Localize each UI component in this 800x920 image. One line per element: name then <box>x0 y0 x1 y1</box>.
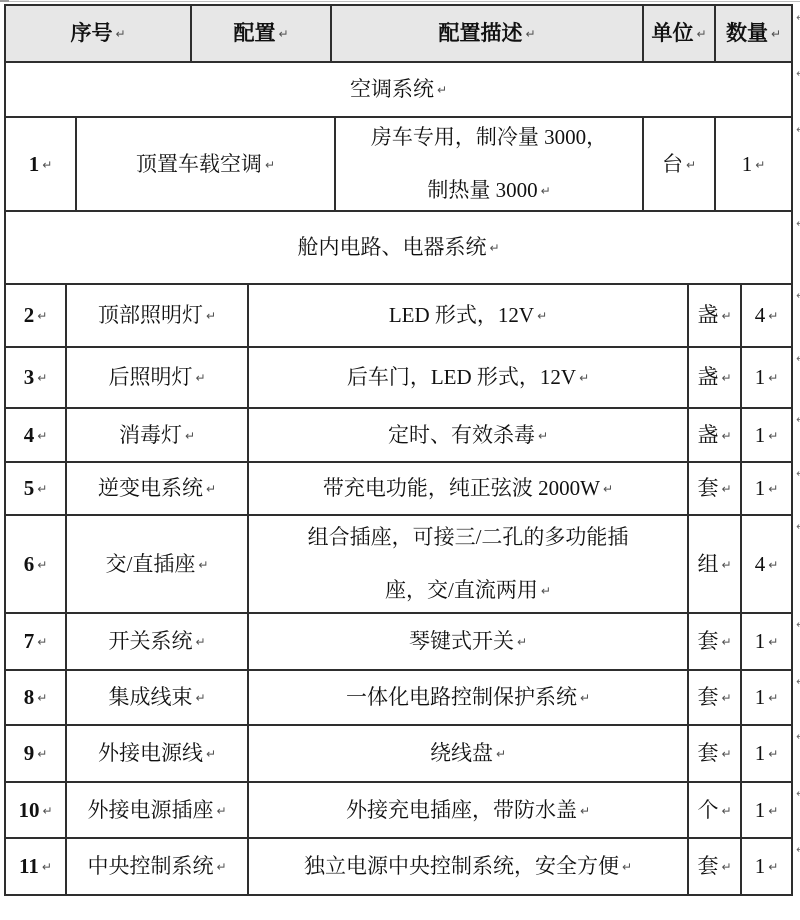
cell-no <box>6 726 67 781</box>
cell-no <box>6 839 67 894</box>
cell-desc <box>249 783 689 837</box>
cell-desc <box>249 409 689 461</box>
cell-config <box>67 614 249 669</box>
row-number: 6 ↵ <box>24 551 48 578</box>
table-row <box>6 409 791 463</box>
section-row-cabin-electrical <box>6 212 791 285</box>
config-name: 后照明灯 ↵ <box>108 364 205 391</box>
cell-no <box>6 118 77 210</box>
row-number: 10 ↵ <box>18 797 52 824</box>
cell-qty <box>742 285 791 346</box>
cell-no <box>6 285 67 346</box>
cell-unit <box>689 783 742 837</box>
cell-qty <box>742 614 791 669</box>
config-name: 顶部照明灯 ↵ <box>98 302 216 329</box>
cell-qty <box>742 726 791 781</box>
cell-desc <box>249 516 689 612</box>
config-name: 消毒灯 ↵ <box>119 422 195 449</box>
unit-value: 套 ↵ <box>697 740 731 767</box>
config-name: 开关系统 ↵ <box>108 628 205 655</box>
row-number: 8 ↵ <box>24 684 48 711</box>
table-row <box>6 671 791 726</box>
config-name: 外接电源线 ↵ <box>98 740 216 767</box>
desc-line: 后车门，LED 形式，12V ↵ <box>347 364 589 391</box>
cell-desc <box>249 839 689 894</box>
paragraph-mark-icon <box>796 676 800 687</box>
table-header-row <box>6 6 791 63</box>
paragraph-mark-icon <box>796 12 800 23</box>
cell-qty <box>742 516 791 612</box>
scan-edge-line <box>0 1 800 2</box>
unit-value: 套 ↵ <box>697 684 731 711</box>
cell-unit <box>689 516 742 612</box>
row-number: 5 ↵ <box>24 475 48 502</box>
unit-value: 套 ↵ <box>697 475 731 502</box>
qty-value: 1 ↵ <box>755 364 779 391</box>
paragraph-mark-icon <box>796 468 800 479</box>
desc-line: 一体化电路控制保护系统 ↵ <box>346 684 590 711</box>
config-name: 外接电源插座 ↵ <box>87 797 226 824</box>
config-name: 交/直插座 ↵ <box>106 551 209 578</box>
cell-unit <box>689 614 742 669</box>
cell-no <box>6 516 67 612</box>
cell-no <box>6 409 67 461</box>
table-row <box>6 839 791 894</box>
desc-line: 组合插座，可接三/二孔的多功能插 <box>307 525 629 549</box>
desc-line: 外接充电插座，带防水盖 ↵ <box>346 797 590 824</box>
unit-value: 组 ↵ <box>697 551 731 578</box>
row-number: 11 ↵ <box>19 853 52 880</box>
cell-config <box>67 671 249 724</box>
section-row-air-conditioning <box>6 63 791 118</box>
header-label: 数量 ↵ <box>726 20 781 47</box>
desc-line: 定时、有效杀毒 ↵ <box>388 422 548 449</box>
cell-config <box>77 118 336 210</box>
header-label: 配置 ↵ <box>233 20 288 47</box>
cell-qty <box>742 463 791 514</box>
table-row <box>6 285 791 348</box>
cell-qty <box>742 671 791 724</box>
header-label: 配置描述 ↵ <box>438 20 535 47</box>
cell-unit <box>644 118 716 210</box>
row-number: 9 ↵ <box>24 740 48 767</box>
cell-unit <box>689 409 742 461</box>
paragraph-mark-icon <box>796 788 800 799</box>
cell-qty <box>742 348 791 407</box>
cell-no <box>6 463 67 514</box>
section-title-cell <box>6 63 791 116</box>
desc-line: 带充电功能，纯正弦波 2000W ↵ <box>323 475 613 502</box>
cell-desc <box>249 463 689 514</box>
row-number: 3 ↵ <box>24 364 48 391</box>
cell-config <box>67 409 249 461</box>
cell-desc <box>249 671 689 724</box>
header-label: 单位 ↵ <box>651 20 706 47</box>
cell-no <box>6 614 67 669</box>
paragraph-mark-icon <box>796 124 800 135</box>
cell-no <box>6 671 67 724</box>
header-cell-unit <box>644 6 716 61</box>
configuration-table <box>4 4 793 896</box>
qty-value: 1 ↵ <box>755 422 779 449</box>
desc-line: 独立电源中央控制系统，安全方便 ↵ <box>304 853 632 880</box>
cell-unit <box>689 285 742 346</box>
unit-value: 套 ↵ <box>697 853 731 880</box>
header-cell-config <box>192 6 332 61</box>
cell-config <box>67 285 249 346</box>
config-name: 逆变电系统 ↵ <box>98 475 216 502</box>
cell-desc <box>336 118 644 210</box>
cell-unit <box>689 839 742 894</box>
cell-qty <box>742 839 791 894</box>
desc-line: 制热量 3000 ↵ <box>427 164 550 210</box>
unit-value: 个 ↵ <box>697 797 731 824</box>
cell-qty <box>742 783 791 837</box>
cell-desc <box>249 285 689 346</box>
cell-config <box>67 839 249 894</box>
paragraph-mark-icon <box>796 414 800 425</box>
qty-value: 4 ↵ <box>755 551 779 578</box>
row-number: 2 ↵ <box>24 302 48 329</box>
desc-line: 房车专用，制冷量 3000， <box>370 125 608 149</box>
cell-config <box>67 348 249 407</box>
config-name: 中央控制系统 ↵ <box>87 853 226 880</box>
header-cell-description <box>332 6 644 61</box>
header-cell-serial <box>6 6 192 61</box>
qty-value: 1 ↵ <box>755 628 779 655</box>
table-row <box>6 614 791 671</box>
unit-value: 盏 ↵ <box>697 364 731 391</box>
cell-no <box>6 783 67 837</box>
paragraph-mark-icon <box>796 290 800 301</box>
desc-line: LED 形式，12V ↵ <box>389 302 547 329</box>
qty-value: 1 ↵ <box>755 740 779 767</box>
cell-unit <box>689 348 742 407</box>
paragraph-mark-icon <box>796 521 800 532</box>
desc-line: 绕线盘 ↵ <box>430 740 506 767</box>
row-number: 4 ↵ <box>24 422 48 449</box>
unit-value: 套 ↵ <box>697 628 731 655</box>
unit-value: 盏 ↵ <box>697 422 731 449</box>
row-number: 1 ↵ <box>29 151 53 178</box>
cell-no <box>6 348 67 407</box>
section-title: 舱内电路、电器系统 ↵ <box>297 234 499 261</box>
unit-value: 盏 ↵ <box>697 302 731 329</box>
table-row <box>6 783 791 839</box>
paragraph-mark-icon <box>796 731 800 742</box>
config-name: 顶置车载空调 ↵ <box>136 151 275 178</box>
paragraph-mark-icon <box>796 353 800 364</box>
qty-value: 1 ↵ <box>742 151 766 178</box>
desc-line: 座，交/直流两用 ↵ <box>385 564 551 612</box>
table-row <box>6 118 791 212</box>
paragraph-mark-icon <box>796 619 800 630</box>
config-name: 集成线束 ↵ <box>108 684 205 711</box>
cell-config <box>67 783 249 837</box>
cell-desc <box>249 348 689 407</box>
cell-unit <box>689 726 742 781</box>
cell-config <box>67 516 249 612</box>
paragraph-mark-icon <box>796 218 800 229</box>
qty-value: 1 ↵ <box>755 684 779 711</box>
paragraph-mark-icon <box>796 68 800 79</box>
table-row <box>6 516 791 614</box>
qty-value: 1 ↵ <box>755 853 779 880</box>
cell-qty <box>716 118 791 210</box>
qty-value: 4 ↵ <box>755 302 779 329</box>
qty-value: 1 ↵ <box>755 797 779 824</box>
cell-desc <box>249 614 689 669</box>
cell-config <box>67 463 249 514</box>
row-number: 7 ↵ <box>24 628 48 655</box>
cell-desc <box>249 726 689 781</box>
cell-config <box>67 726 249 781</box>
table-row <box>6 463 791 516</box>
table-row <box>6 348 791 409</box>
cell-qty <box>742 409 791 461</box>
section-title: 空调系统 ↵ <box>350 76 447 103</box>
table-row <box>6 726 791 783</box>
cell-unit <box>689 671 742 724</box>
desc-line: 琴键式开关 ↵ <box>409 628 527 655</box>
header-cell-quantity <box>716 6 791 61</box>
unit-value: 台 ↵ <box>662 151 696 178</box>
cell-unit <box>689 463 742 514</box>
section-title-cell <box>6 212 791 283</box>
qty-value: 1 ↵ <box>755 475 779 502</box>
paragraph-mark-icon <box>796 844 800 855</box>
header-label: 序号 ↵ <box>70 20 125 47</box>
scan-corner-mark <box>0 0 9 2</box>
